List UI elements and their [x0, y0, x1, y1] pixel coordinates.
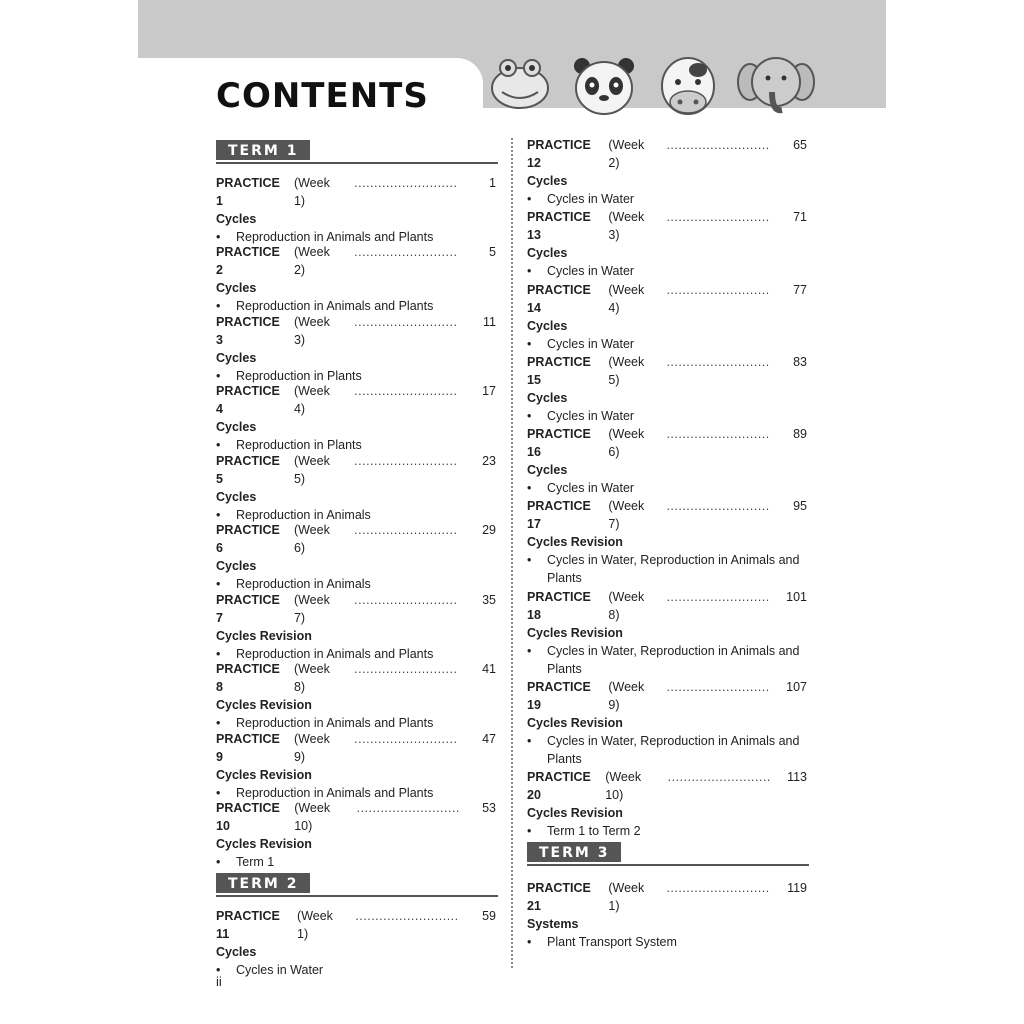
- contents-entry: [527, 353, 807, 425]
- week-label: (Week 10): [605, 770, 642, 802]
- bullet-text: Reproduction in Animals and Plants: [236, 299, 434, 313]
- bullet-icon: •: [216, 369, 221, 383]
- topic-label: Cycles Revision: [216, 698, 312, 712]
- week-label: (Week 4): [608, 283, 645, 315]
- entry-heading: [216, 730, 496, 766]
- practice-label: PRACTICE 9: [216, 732, 280, 764]
- practice-label: PRACTICE 7: [216, 593, 280, 625]
- bullet-text: Reproduction in Animals and Plants: [236, 230, 434, 244]
- bullet-icon: •: [216, 299, 221, 313]
- contents-entry: [527, 497, 807, 587]
- contents-entry: [527, 136, 807, 208]
- bullet-item: [527, 190, 807, 208]
- practice-label: PRACTICE 2: [216, 245, 280, 277]
- practice-label: PRACTICE 19: [527, 680, 591, 712]
- contents-entry: [527, 208, 807, 280]
- bullet-text: Term 1: [236, 855, 275, 869]
- topic-label: Cycles Revision: [527, 626, 623, 640]
- entry-heading: [527, 768, 807, 804]
- page-ref: 1: [489, 176, 496, 190]
- contents-entry: [216, 660, 496, 732]
- bullet-text: Cycles in Water: [547, 481, 635, 495]
- entry-heading: [216, 799, 496, 835]
- bullet-icon: •: [527, 409, 532, 423]
- week-label: (Week 9): [293, 732, 330, 764]
- bullet-item: [527, 479, 807, 497]
- contents-entry: [216, 243, 496, 315]
- bullet-item: [527, 642, 807, 678]
- bullet-text: Cycles in Water, Reproduction in Animals and Plants: [547, 644, 800, 676]
- week-label: (Week 3): [608, 210, 645, 242]
- week-label: (Week 10): [294, 801, 331, 833]
- contents-entry: [216, 313, 496, 385]
- dot-leader: ..........................: [355, 909, 459, 923]
- page-ref: 107: [786, 680, 807, 694]
- week-label: (Week 2): [608, 138, 645, 170]
- bullet-text: Cycles in Water: [547, 264, 635, 278]
- entry-heading: [527, 208, 807, 244]
- dot-leader: ..........................: [667, 770, 771, 784]
- panda-icon: [574, 58, 634, 114]
- contents-entry: [527, 768, 807, 840]
- dot-leader: ..........................: [354, 245, 458, 259]
- contents-entry: [216, 799, 496, 871]
- dot-leader: ..........................: [356, 801, 460, 815]
- term-2-header: [216, 873, 498, 901]
- bullet-text: Reproduction in Animals and Plants: [236, 786, 434, 800]
- practice-label: PRACTICE 20: [527, 770, 591, 802]
- page-ref: 101: [786, 590, 807, 604]
- page-ref: 11: [483, 315, 496, 329]
- bullet-item: [527, 732, 807, 768]
- topic-label: Cycles: [527, 319, 568, 333]
- page-ref: 113: [787, 770, 807, 784]
- practice-label: PRACTICE 13: [527, 210, 591, 242]
- practice-label: PRACTICE 18: [527, 590, 591, 622]
- entry-heading: [527, 425, 807, 461]
- contents-entry: [216, 382, 496, 454]
- dot-leader: ..........................: [354, 454, 458, 468]
- page-ref: 77: [793, 283, 807, 297]
- week-label: (Week 1): [293, 176, 330, 208]
- entry-heading: [527, 136, 807, 172]
- dot-leader: ..........................: [666, 680, 770, 694]
- topic-label: Cycles Revision: [216, 768, 312, 782]
- topic-label: Cycles: [216, 281, 257, 295]
- elephant-icon: [738, 58, 814, 110]
- practice-label: PRACTICE 10: [216, 801, 280, 833]
- bullet-icon: •: [527, 734, 532, 748]
- dot-leader: ..........................: [666, 427, 770, 441]
- divider: [216, 895, 498, 897]
- dot-leader: ..........................: [354, 593, 458, 607]
- dot-leader: ..........................: [354, 523, 458, 537]
- week-label: (Week 9): [608, 680, 645, 712]
- contents-page: [138, 0, 886, 1024]
- practice-label: PRACTICE 1: [216, 176, 280, 208]
- week-label: (Week 3): [293, 315, 330, 347]
- divider: [216, 162, 498, 164]
- contents-entry: [527, 588, 807, 678]
- dot-leader: ..........................: [354, 662, 458, 676]
- term-label: TERM 2: [216, 873, 310, 893]
- bullet-icon: •: [216, 716, 221, 730]
- topic-label: Systems: [527, 917, 579, 931]
- page-ref: 59: [482, 909, 496, 923]
- topic-label: Cycles: [216, 490, 257, 504]
- term-1-header: [216, 140, 498, 168]
- week-label: (Week 6): [608, 427, 645, 459]
- bullet-item: [527, 407, 807, 425]
- bullet-text: Reproduction in Animals and Plants: [236, 647, 434, 661]
- page-ref: 53: [482, 801, 496, 815]
- bullet-text: Cycles in Water: [547, 409, 635, 423]
- bullet-text: Cycles in Water: [236, 963, 324, 977]
- contents-entry: [216, 730, 496, 802]
- bullet-icon: •: [216, 855, 221, 869]
- week-label: (Week 5): [608, 355, 645, 387]
- practice-label: PRACTICE 8: [216, 662, 280, 694]
- bullet-icon: •: [527, 481, 532, 495]
- dot-leader: ..........................: [666, 881, 770, 895]
- dot-leader: ..........................: [666, 499, 770, 513]
- contents-entry: [216, 452, 496, 524]
- topic-label: Cycles: [527, 391, 568, 405]
- entry-heading: [216, 174, 496, 210]
- bullet-text: Cycles in Water, Reproduction in Animals and Plants: [547, 553, 800, 585]
- contents-entry: [527, 281, 807, 353]
- entry-heading: [527, 281, 807, 317]
- dot-leader: ..........................: [354, 315, 458, 329]
- bullet-text: Reproduction in Animals: [236, 508, 371, 522]
- bullet-text: Reproduction in Animals: [236, 577, 371, 591]
- page-title: CONTENTS: [216, 76, 429, 116]
- contents-entry: [527, 425, 807, 497]
- week-label: (Week 1): [297, 909, 333, 941]
- week-label: (Week 1): [608, 881, 645, 913]
- week-label: (Week 4): [293, 384, 330, 416]
- bullet-icon: •: [216, 786, 221, 800]
- week-label: (Week 7): [293, 593, 330, 625]
- term-label: TERM 3: [527, 842, 621, 862]
- bullet-item: [527, 335, 807, 353]
- week-label: (Week 2): [293, 245, 330, 277]
- bullet-icon: •: [216, 438, 221, 452]
- topic-label: Cycles: [527, 463, 568, 477]
- bullet-text: Cycles in Water: [547, 337, 635, 351]
- entry-heading: [527, 353, 807, 389]
- contents-entry: [216, 591, 496, 663]
- bullet-text: Reproduction in Plants: [236, 369, 362, 383]
- bullet-icon: •: [216, 963, 221, 977]
- topic-label: Cycles: [216, 420, 257, 434]
- contents-entry: [527, 879, 807, 951]
- bullet-text: Cycles in Water, Reproduction in Animals and Plants: [547, 734, 800, 766]
- dot-leader: ..........................: [666, 283, 770, 297]
- entry-heading: [216, 313, 496, 349]
- week-label: (Week 5): [293, 454, 330, 486]
- page-ref: 65: [793, 138, 807, 152]
- bullet-text: Cycles in Water: [547, 192, 635, 206]
- entry-heading: [216, 452, 496, 488]
- bullet-icon: •: [216, 230, 221, 244]
- topic-label: Cycles: [216, 559, 257, 573]
- term-label: TERM 1: [216, 140, 310, 160]
- practice-label: PRACTICE 4: [216, 384, 280, 416]
- contents-entry: [216, 174, 496, 246]
- bullet-icon: •: [216, 508, 221, 522]
- bullet-icon: •: [216, 577, 221, 591]
- topic-label: Cycles: [216, 351, 257, 365]
- dot-leader: ..........................: [666, 138, 770, 152]
- page-ref: 47: [482, 732, 496, 746]
- practice-label: PRACTICE 6: [216, 523, 280, 555]
- page-ref: 89: [793, 427, 807, 441]
- entry-heading: [527, 879, 807, 915]
- bullet-text: Reproduction in Animals and Plants: [236, 716, 434, 730]
- term-3-header: [527, 842, 809, 870]
- topic-label: Cycles Revision: [527, 535, 623, 549]
- topic-label: Cycles: [527, 174, 568, 188]
- bullet-item: [527, 262, 807, 280]
- entry-heading: [216, 591, 496, 627]
- dot-leader: ..........................: [354, 732, 458, 746]
- entry-heading: [216, 521, 496, 557]
- dot-leader: ..........................: [666, 590, 770, 604]
- bullet-item: [216, 853, 496, 871]
- page-ref: 95: [793, 499, 807, 513]
- bullet-icon: •: [527, 824, 532, 838]
- entry-heading: [527, 497, 807, 533]
- bullet-item: [216, 961, 496, 979]
- page-ref: 83: [793, 355, 807, 369]
- contents-entry: [527, 678, 807, 768]
- contents-entry: [216, 907, 496, 979]
- page-ref: 17: [482, 384, 496, 398]
- week-label: (Week 6): [293, 523, 330, 555]
- topic-label: Cycles Revision: [216, 629, 312, 643]
- page-ref: 119: [787, 881, 807, 895]
- topic-label: Cycles: [527, 246, 568, 260]
- practice-label: PRACTICE 17: [527, 499, 591, 531]
- page-ref: 41: [482, 662, 496, 676]
- practice-label: PRACTICE 15: [527, 355, 591, 387]
- week-label: (Week 8): [608, 590, 645, 622]
- page-ref: 35: [482, 593, 496, 607]
- topic-label: Cycles Revision: [527, 806, 623, 820]
- bullet-item: [527, 933, 807, 951]
- column-divider: [511, 138, 513, 968]
- bullet-icon: •: [527, 644, 532, 658]
- bullet-icon: •: [527, 935, 532, 949]
- page-ref: 23: [482, 454, 496, 468]
- topic-label: Cycles: [216, 212, 257, 226]
- bullet-icon: •: [527, 553, 532, 567]
- practice-label: PRACTICE 14: [527, 283, 591, 315]
- page-number: ii: [216, 974, 222, 989]
- animal-decorations: [488, 52, 818, 118]
- dot-leader: ..........................: [666, 355, 770, 369]
- entry-heading: [216, 907, 496, 943]
- bullet-text: Reproduction in Plants: [236, 438, 362, 452]
- topic-label: Cycles Revision: [216, 837, 312, 851]
- week-label: (Week 7): [608, 499, 645, 531]
- frog-icon: [492, 60, 548, 108]
- bullet-item: [527, 822, 807, 840]
- topic-label: Cycles: [216, 945, 257, 959]
- dot-leader: ..........................: [666, 210, 770, 224]
- practice-label: PRACTICE 3: [216, 315, 280, 347]
- dot-leader: ..........................: [354, 384, 458, 398]
- page-ref: 29: [482, 523, 496, 537]
- bullet-icon: •: [527, 337, 532, 351]
- cow-icon: [662, 58, 714, 114]
- practice-label: PRACTICE 11: [216, 909, 280, 941]
- entry-heading: [527, 588, 807, 624]
- practice-label: PRACTICE 21: [527, 881, 591, 913]
- page-ref: 71: [793, 210, 807, 224]
- contents-entry: [216, 521, 496, 593]
- topic-label: Cycles Revision: [527, 716, 623, 730]
- bullet-icon: •: [216, 647, 221, 661]
- entry-heading: [527, 678, 807, 714]
- practice-label: PRACTICE 5: [216, 454, 280, 486]
- divider: [527, 864, 809, 866]
- entry-heading: [216, 660, 496, 696]
- bullet-icon: •: [527, 192, 532, 206]
- bullet-text: Plant Transport System: [547, 935, 677, 949]
- bullet-item: [527, 551, 807, 587]
- dot-leader: ..........................: [354, 176, 458, 190]
- page-ref: 5: [489, 245, 496, 259]
- entry-heading: [216, 243, 496, 279]
- practice-label: PRACTICE 16: [527, 427, 591, 459]
- practice-label: PRACTICE 12: [527, 138, 591, 170]
- entry-heading: [216, 382, 496, 418]
- bullet-icon: •: [527, 264, 532, 278]
- bullet-text: Term 1 to Term 2: [547, 824, 641, 838]
- week-label: (Week 8): [293, 662, 330, 694]
